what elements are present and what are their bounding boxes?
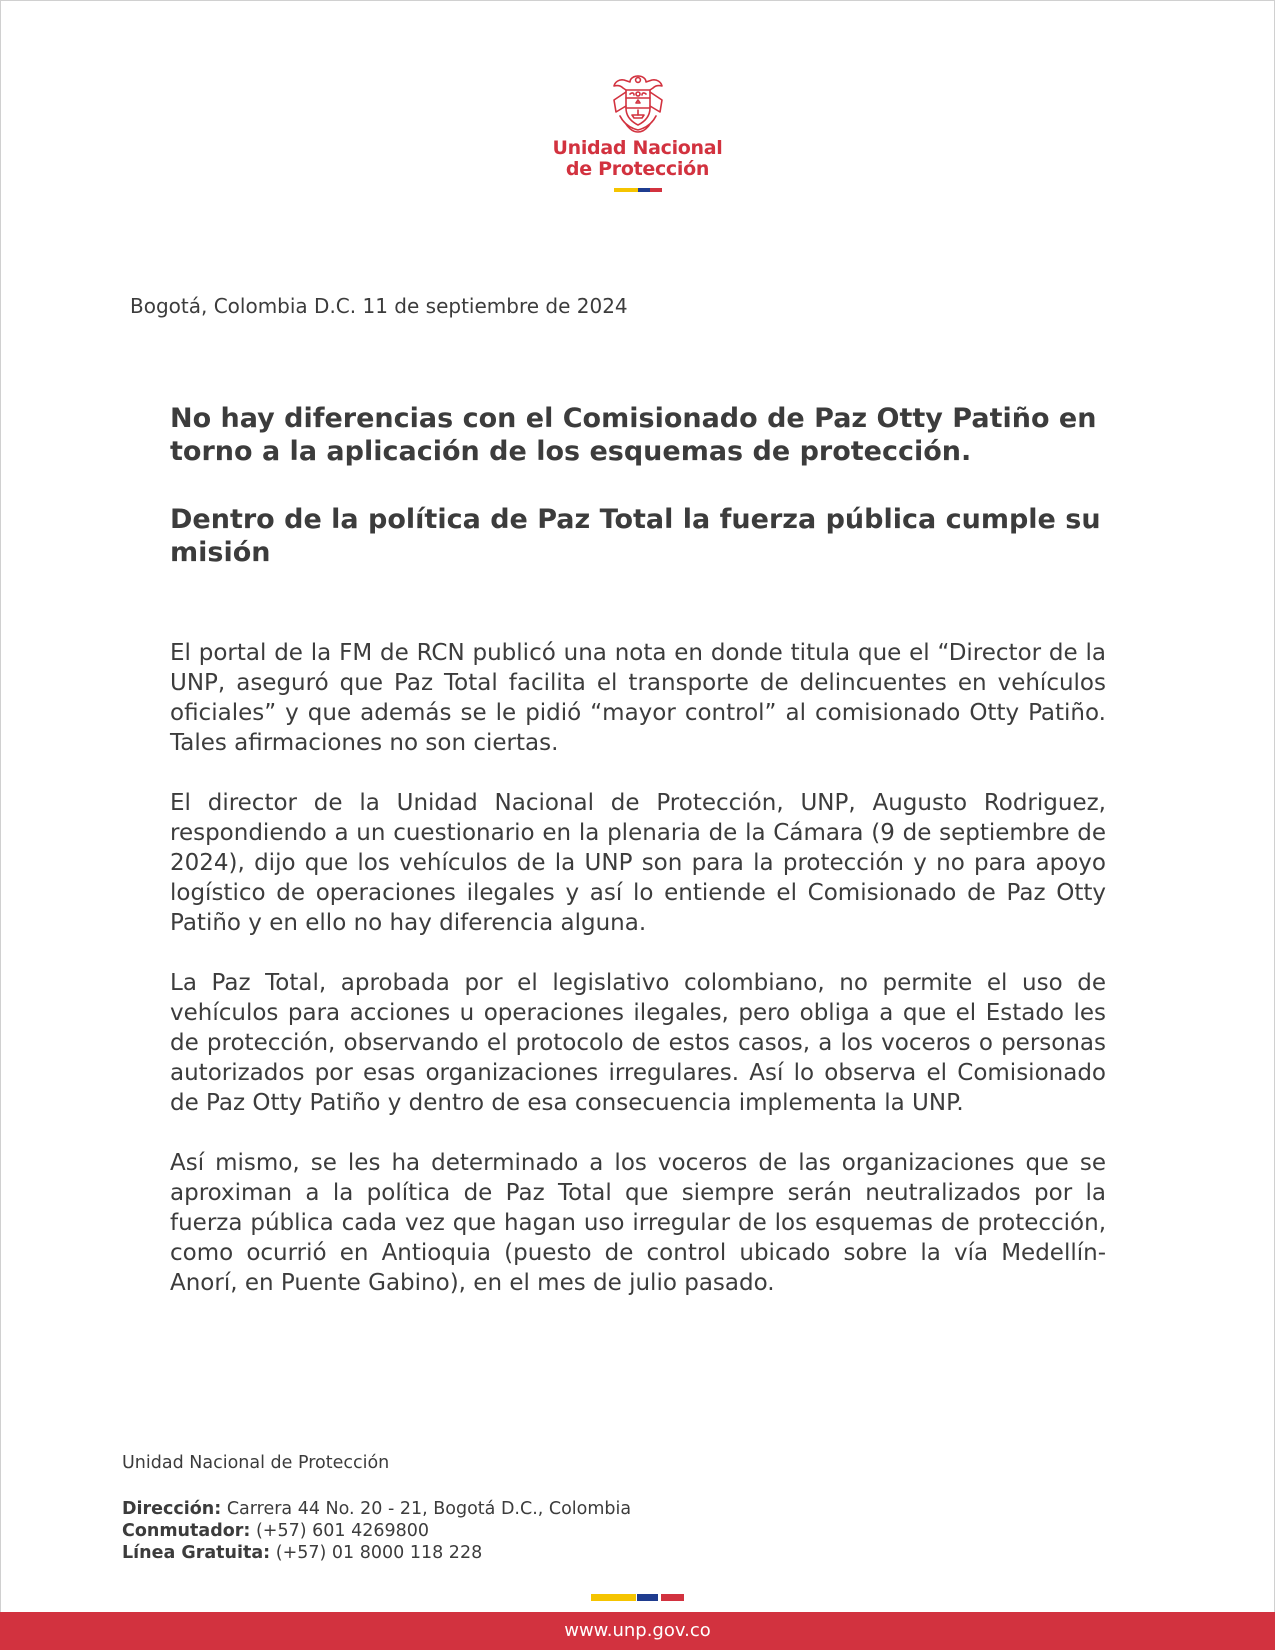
contact-address-value: Carrera 44 No. 20 - 21, Bogotá D.C., Colombia — [226, 1499, 632, 1519]
press-release-body — [170, 638, 1106, 1328]
brand-name-line1: Unidad Nacional — [552, 137, 723, 159]
paragraph: Así mismo, se les ha determinado a los voceros de las organizaciones que se aproximan a la política de Paz Total que siempre serán neutralizados por la fuerza pública cada vez que hagan uso irregular de los esquemas de protección, como ocurrió en Antioquia (puesto de control ubicado sobre la vía Medellín-Anorí, en Puente Gabino), en el mes de julio pasado. — [170, 1150, 1106, 1296]
header-flag-bar — [614, 188, 662, 192]
headline-secondary: Dentro de la política de Paz Total la fuerza pública cumple su misión — [170, 504, 1101, 568]
date-line: Bogotá, Colombia D.C. 11 de septiembre de 2024 — [130, 294, 628, 318]
footer-flag-bar — [591, 1594, 684, 1601]
contact-address-label: Dirección: — [122, 1499, 222, 1519]
contact-tollfree-value: (+57) 01 8000 118 228 — [275, 1543, 483, 1563]
colombia-coat-of-arms-icon — [606, 72, 670, 134]
contact-tollfree — [122, 1542, 631, 1564]
paragraph: El director de la Unidad Nacional de Protección, UNP, Augusto Rodriguez, respondiendo a un cuestionario en la plenaria de la Cámara (9 de septiembre de 2024), dijo que los vehículos de la UNP son para la protección y no para apoyo logístico de operaciones ilegales y así lo entiende el Comisionado de Paz Otty Patiño y en ello no hay diferencia alguna. — [170, 790, 1106, 936]
contact-org: Unidad Nacional de Protección — [122, 1453, 390, 1473]
brand-name-line2: de Protección — [565, 158, 710, 180]
paragraph: La Paz Total, aprobada por el legislativo colombiano, no permite el uso de vehículos para acciones u operaciones ilegales, pero obliga a que el Estado les de protección, observando el protocolo de estos casos, a los voceros o personas autorizados por esas organizaciones irregulares. Así lo observa el Comisionado de Paz Otty Patiño y dentro de esa consecuencia implementa la UNP. — [170, 970, 1106, 1116]
headline-primary: No hay diferencias con el Comisionado de Paz Otty Patiño en torno a la aplicación de los esquemas de protección. — [170, 403, 1097, 467]
paragraph: El portal de la FM de RCN publicó una nota en donde titula que el “Director de la UNP, aseguró que Paz Total facilita el transporte de delincuentes en vehículos oficiales” y que además se le pidió “mayor control” al comisionado Otty Patiño. Tales afirmaciones no son ciertas. — [170, 640, 1106, 756]
contact-block — [122, 1452, 631, 1564]
contact-switchboard — [122, 1520, 631, 1542]
contact-switchboard-value: (+57) 601 4269800 — [255, 1521, 430, 1541]
footer-website-link[interactable]: www.unp.gov.co — [564, 1620, 711, 1641]
header-logo — [0, 72, 1275, 192]
contact-tollfree-label: Línea Gratuita: — [122, 1543, 271, 1563]
contact-switchboard-label: Conmutador: — [122, 1521, 251, 1541]
contact-address — [122, 1498, 631, 1520]
footer-band — [0, 1612, 1275, 1650]
